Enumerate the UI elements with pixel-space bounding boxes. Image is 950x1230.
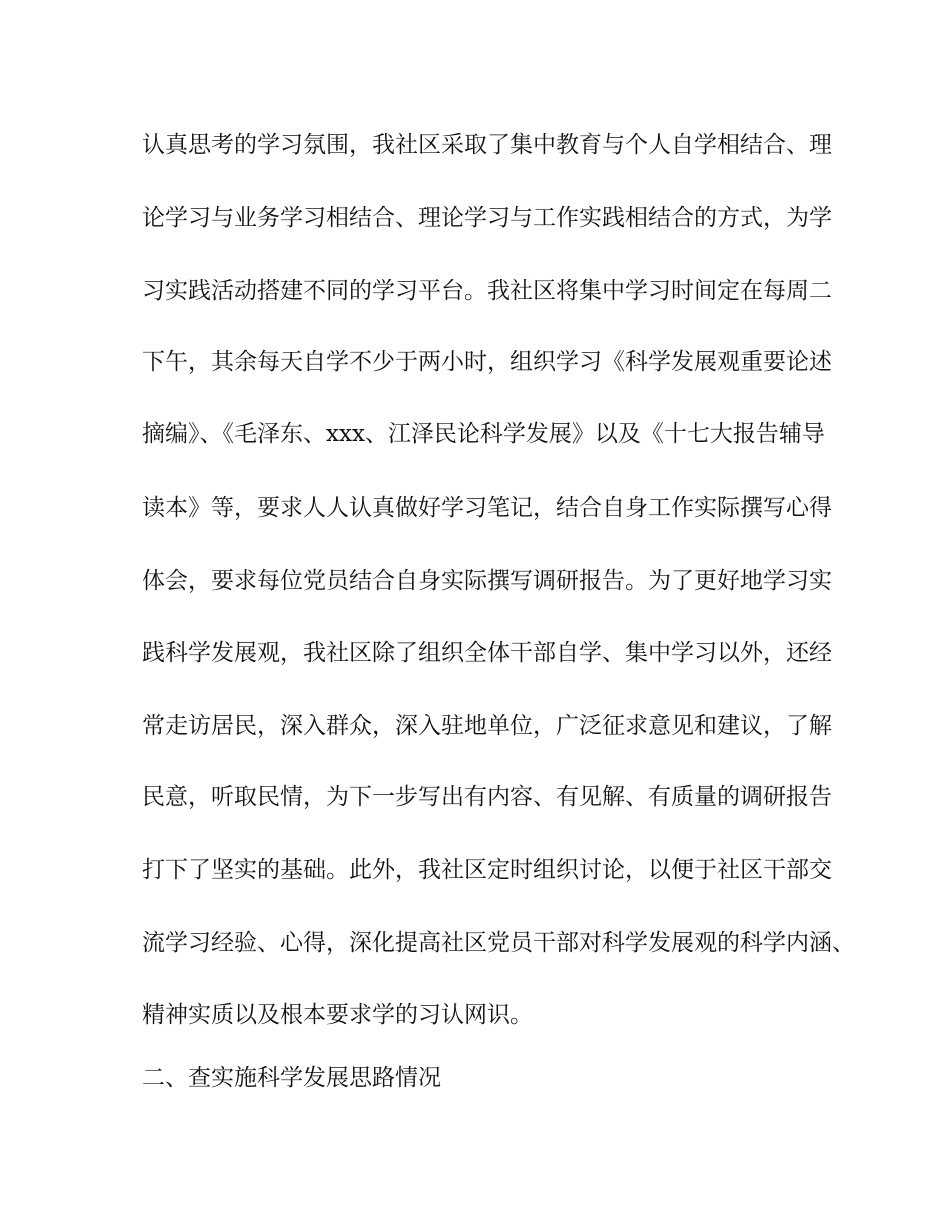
paragraph-line-11: 打下了坚实的基础。此外，我社区定时组织讨论，以便于社区干部交 [142,857,832,883]
paragraph-line-1: 认真思考的学习氛围，我社区采取了集中教育与个人自学相结合、理 [142,132,832,158]
paragraph-line-10: 民意，听取民情，为下一步写出有内容、有见解、有质量的调研报告 [142,784,832,810]
paragraph-line-6: 读本》等，要求人人认真做好学习笔记，结合自身工作实际撰写心得 [142,495,832,521]
paragraph-line-9: 常走访居民，深入群众，深入驻地单位，广泛征求意见和建议，了解 [142,713,832,739]
paragraph-line-8: 践科学发展观，我社区除了组织全体干部自学、集中学习以外，还经 [142,640,832,666]
paragraph-line-3: 习实践活动搭建不同的学习平台。我社区将集中学习时间定在每周二 [142,278,832,304]
section-heading: 二、查实施科学发展思路情况 [142,1065,441,1091]
paragraph-line-2: 论学习与业务学习相结合、理论学习与工作实践相结合的方式，为学 [142,205,832,231]
paragraph-line-5: 摘编》、《毛泽东、xxx、江泽民论科学发展》以及《十七大报告辅导 [142,421,825,447]
paragraph-line-13: 精神实质以及根本要求学的习认网识。 [142,1002,533,1028]
paragraph-line-4: 下午，其余每天自学不少于两小时，组织学习《科学发展观重要论述 [142,349,832,375]
paragraph-line-12: 流学习经验、心得，深化提高社区党员干部对科学发展观的科学内涵、 [142,930,855,956]
paragraph-line-7: 体会，要求每位党员结合自身实际撰写调研报告。为了更好地学习实 [142,568,832,594]
